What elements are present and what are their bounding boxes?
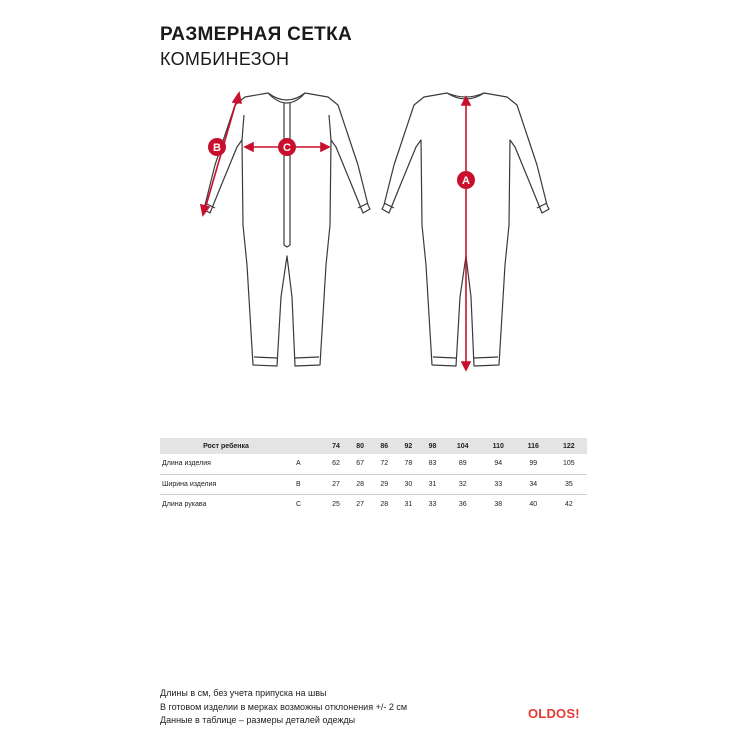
table-row bbox=[160, 474, 587, 494]
height-cell: 80 bbox=[356, 442, 365, 450]
height-cell: 122 bbox=[563, 442, 575, 450]
measure-arrow-b-top bbox=[233, 93, 241, 103]
page-subtitle: КОМБИНЕЗОН bbox=[160, 49, 290, 69]
size-table bbox=[160, 438, 587, 514]
footnote-line: В готовом изделии в мерках возможны отклонения +/- 2 см bbox=[160, 701, 408, 712]
badge-b-label: B bbox=[213, 142, 221, 154]
value-cell: 32 bbox=[445, 474, 481, 494]
height-cell: 98 bbox=[428, 442, 437, 450]
value-cell: 105 bbox=[563, 460, 575, 468]
value-cell: 33 bbox=[481, 474, 516, 494]
footnote-line: Длины в см, без учета припуска на швы bbox=[160, 688, 327, 698]
value-cell: 27 bbox=[324, 474, 348, 494]
value-cell: 42 bbox=[551, 494, 587, 514]
height-cell: 116 bbox=[527, 442, 539, 450]
value-cell: 27 bbox=[348, 494, 372, 514]
size-table-header-row bbox=[160, 438, 587, 454]
measure-arrow-a-bottom bbox=[462, 362, 470, 370]
value-cell: 31 bbox=[421, 474, 445, 494]
value-cell: 29 bbox=[372, 474, 396, 494]
value-cell: 94 bbox=[494, 460, 503, 468]
value-cell: 34 bbox=[516, 474, 551, 494]
value-cell: 72 bbox=[380, 460, 389, 468]
value-cell: 67 bbox=[356, 460, 365, 468]
value-cell: 35 bbox=[551, 474, 587, 494]
badge-c-label: C bbox=[283, 142, 291, 154]
front-body-outline bbox=[203, 93, 370, 366]
value-cell: 33 bbox=[421, 494, 445, 514]
height-cell: 104 bbox=[456, 442, 469, 450]
value-cell: 28 bbox=[372, 494, 396, 514]
value-cell: 31 bbox=[396, 494, 420, 514]
height-cell: 74 bbox=[332, 442, 340, 450]
brand-logo-text: OLDOS! bbox=[528, 706, 580, 721]
value-cell: 78 bbox=[404, 460, 413, 468]
table-row bbox=[160, 454, 587, 474]
row-name: Длина изделия bbox=[162, 460, 211, 468]
header-label: Рост ребенка bbox=[203, 442, 249, 450]
height-cell: 110 bbox=[492, 442, 504, 450]
value-cell: 28 bbox=[348, 474, 372, 494]
footnotes bbox=[160, 687, 407, 728]
value-cell: 25 bbox=[324, 494, 348, 514]
row-code: B bbox=[292, 474, 324, 494]
row-code: A bbox=[296, 460, 301, 468]
value-cell: 30 bbox=[396, 474, 420, 494]
row-code: C bbox=[292, 494, 324, 514]
height-cell: 86 bbox=[380, 442, 389, 450]
value-cell: 40 bbox=[516, 494, 551, 514]
badge-a-label: A bbox=[462, 175, 470, 187]
value-cell: 99 bbox=[529, 460, 538, 468]
value-cell: 89 bbox=[458, 460, 467, 468]
row-name: Длина рукава bbox=[160, 494, 292, 514]
row-name: Ширина изделия bbox=[160, 474, 292, 494]
brand-logo bbox=[528, 706, 580, 721]
table-row bbox=[160, 494, 587, 514]
value-cell: 38 bbox=[481, 494, 516, 514]
footnote-line: Данные в таблице – размеры деталей одежды bbox=[160, 715, 356, 725]
value-cell: 62 bbox=[332, 460, 340, 468]
height-cell: 92 bbox=[404, 442, 413, 450]
value-cell: 83 bbox=[428, 460, 437, 468]
page-title: РАЗМЕРНАЯ СЕТКА bbox=[160, 24, 352, 45]
jumpsuit-diagram bbox=[195, 85, 565, 385]
value-cell: 36 bbox=[445, 494, 481, 514]
